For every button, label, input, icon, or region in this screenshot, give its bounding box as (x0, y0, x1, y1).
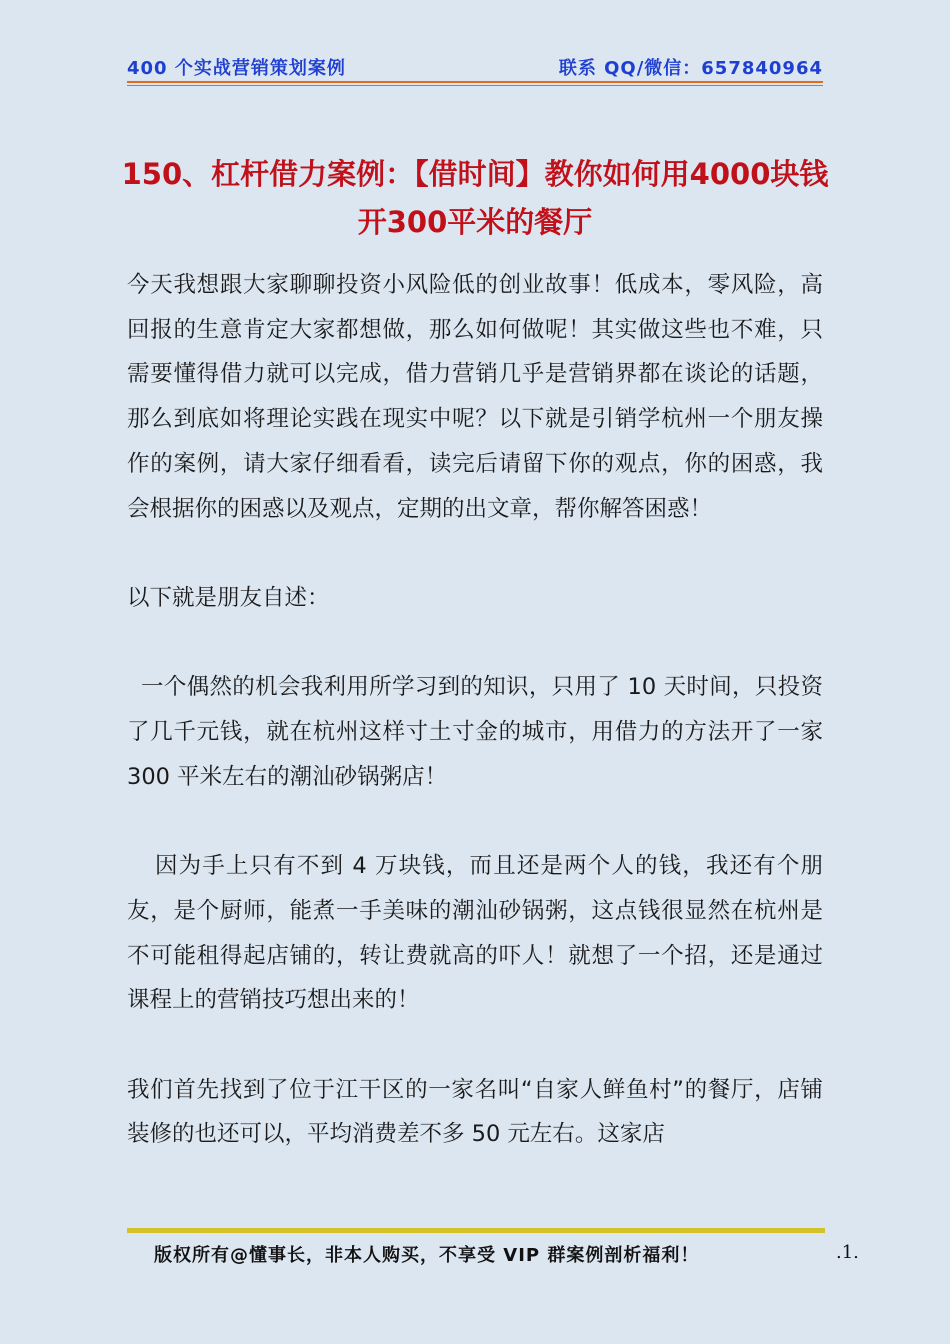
paragraph-narrator: 以下就是朋友自述： (127, 584, 330, 611)
header-series-title: 400 个实战营销策划案例 (127, 58, 346, 79)
paragraph-funds: 因为手上只有不到 4 万块钱，而且还是两个人的钱，我还有个朋友，是个厨师，能煮一手美味的潮汕砂锅粥，这点钱很显然在杭州是不可能租得起店铺的，转让费就高的吓人！就想了一个招，还是通过课程上的营销技巧想出来的！ (127, 853, 823, 1014)
page-header (127, 54, 823, 78)
footer-divider (127, 1228, 825, 1233)
article-body (127, 263, 823, 1157)
article-title: 150、杠杆借力案例：【借时间】教你如何用4000块钱开300平米的餐厅 (121, 157, 829, 239)
paragraph-story-start: 一个偶然的机会我利用所学习到的知识，只用了 10 天时间，只投资了几千元钱，就在杭州这样寸土寸金的城市，用借力的方法开了一家 300 平米左右的潮汕砂锅粥店！ (127, 674, 823, 790)
header-contact: 联系 QQ/微信：657840964 (558, 58, 823, 79)
paragraph-restaurant: 我们首先找到了位于江干区的一家名叫“自家人鲜鱼村”的餐厅，店铺装修的也还可以，平均消费差不多 50 元左右。这家店 (127, 1076, 823, 1148)
header-divider (127, 81, 823, 83)
page-number: .1. (836, 1242, 859, 1263)
header-divider-thin (127, 85, 823, 86)
footer-copyright: 版权所有@懂事长，非本人购买，不享受 VIP 群案例剖析福利！ (154, 1245, 700, 1266)
paragraph-intro: 今天我想跟大家聊聊投资小风险低的创业故事！低成本，零风险，高回报的生意肯定大家都想做，那么如何做呢！其实做这些也不难，只需要懂得借力就可以完成，借力营销几乎是营销界都在谈论的话题，那么到底如将理论实践在现实中呢？以下就是引销学杭州一个朋友操作的案例，请大家仔细看看，读完后请留下你的观点，你的困惑，我会根据你的困惑以及观点，定期的出文章，帮你解答困惑！ (127, 272, 823, 522)
